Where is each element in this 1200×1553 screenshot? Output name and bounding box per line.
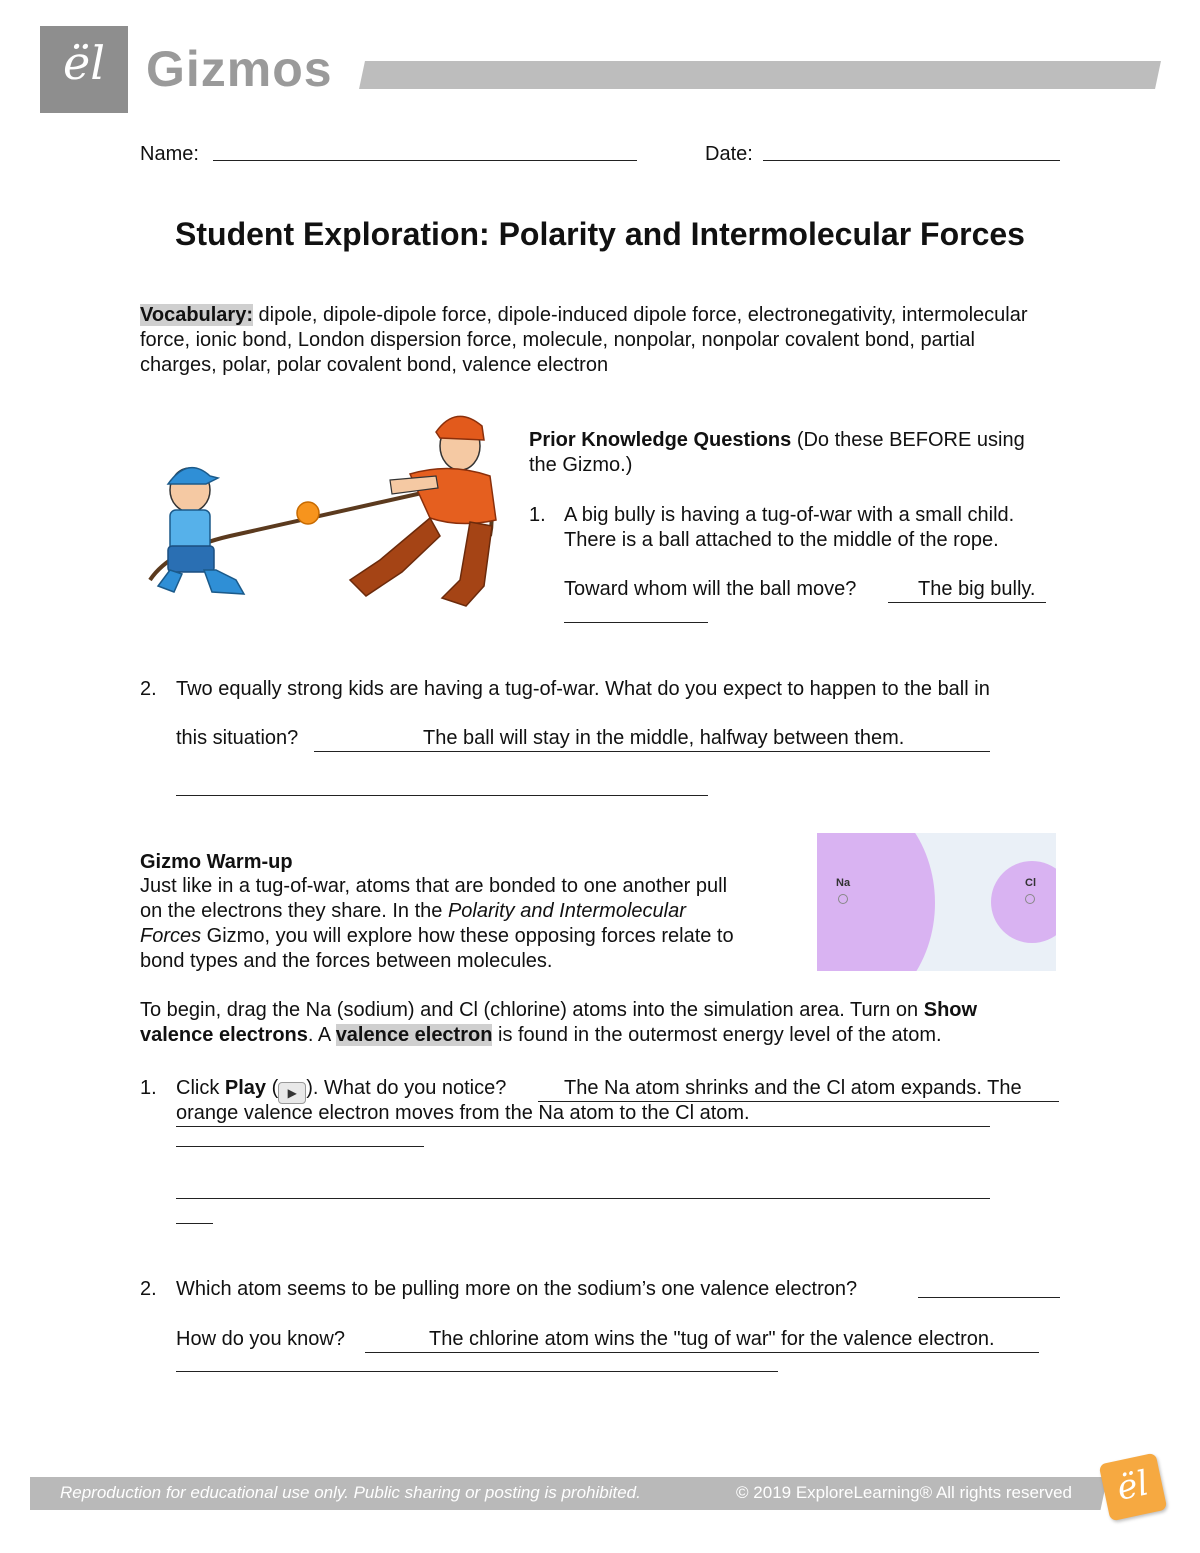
warmup-q1-answer-line2[interactable]: orange valence electron moves from the Na atom to the Cl atom.: [176, 1101, 990, 1127]
warmup-q1-text: Click Play ( ▶ ). What do you notice?: [176, 1076, 506, 1104]
chlorine-atom: [991, 861, 1056, 943]
na-label: Na: [836, 877, 851, 889]
play-icon: ▶: [278, 1082, 306, 1104]
answer-blank[interactable]: [176, 1371, 778, 1372]
answer-blank[interactable]: [176, 1198, 990, 1199]
page-title: Student Exploration: Polarity and Intermolecular Forces: [175, 216, 1025, 252]
answer-blank[interactable]: [564, 622, 708, 623]
gizmo-simulation-preview: [817, 833, 1056, 971]
warmup-instructions: To begin, drag the Na (sodium) and Cl (chlorine) atoms into the simulation area. Turn on Show valence electrons. A valence electron is found in the outermost energy level of the atom.: [140, 999, 978, 1046]
brand-name: Gizmos: [146, 41, 333, 97]
warmup-heading: Gizmo Warm-up: [140, 851, 293, 873]
prior-q1-answer[interactable]: The big bully.: [888, 577, 1046, 603]
prior-q1-text: A big bully is having a tug-of-war with a small child. There is a ball attached to the middle of the rope.: [564, 504, 1015, 551]
vocabulary-paragraph: [140, 303, 1040, 378]
header-bar: [359, 61, 1161, 89]
ball-on-rope: [297, 502, 319, 524]
warmup-q1-answer-line1[interactable]: The Na atom shrinks and the Cl atom expands. The: [538, 1076, 1059, 1102]
tug-of-war-illustration: [140, 410, 500, 610]
answer-blank[interactable]: [176, 1146, 424, 1147]
question-number: 1.: [529, 504, 546, 526]
warmup-intro: Just like in a tug-of-war, atoms that are bonded to one another pull on the electrons they share. In the Polarity and Intermolecular Forces Gizmo, you will explore how these opposing forces relate to bond types and the forces between molecules.: [140, 875, 734, 972]
footer-copyright: © 2019 ExploreLearning® All rights reserved: [736, 1483, 1072, 1502]
cl-label: Cl: [1025, 877, 1036, 889]
warmup-q2-text: Which atom seems to be pulling more on the sodium’s one valence electron?: [176, 1278, 858, 1300]
warmup-q2-prompt: How do you know?: [176, 1328, 345, 1350]
answer-blank[interactable]: [918, 1297, 1060, 1298]
explorelearning-logo: ël: [40, 26, 128, 113]
question-number: 2.: [140, 678, 157, 700]
warmup-q2-answer[interactable]: The chlorine atom wins the "tug of war" for the valence electron.: [365, 1327, 1039, 1353]
date-field[interactable]: [763, 160, 1060, 161]
explorelearning-badge-icon: ël: [1099, 1453, 1168, 1522]
sodium-atom: [817, 833, 935, 971]
prior-q1-prompt: Toward whom will the ball move?: [564, 578, 857, 600]
vocabulary-terms: dipole, dipole-dipole force, dipole-induced dipole force, electronegativity, intermolecular force, ionic bond, London dispersion force, molecule, nonpolar, nonpolar covalent bond, partial charges, polar, polar covalent bond, valence electron: [140, 304, 1028, 376]
prior-knowledge-heading: Prior Knowledge Questions (Do these BEFORE using the Gizmo.): [529, 429, 1025, 476]
answer-blank[interactable]: [176, 1223, 213, 1224]
footer-notice: Reproduction for educational use only. Public sharing or posting is prohibited.: [60, 1483, 641, 1502]
question-number: 2.: [140, 1278, 157, 1300]
na-nucleus: [838, 894, 848, 904]
prior-q2-text: Two equally strong kids are having a tug-of-war. What do you expect to happen to the ball in: [176, 678, 990, 700]
prior-q2-prompt: this situation?: [176, 727, 299, 749]
small-child-figure: [158, 468, 244, 594]
date-label: Date:: [705, 143, 753, 165]
cl-nucleus: [1025, 894, 1035, 904]
answer-blank[interactable]: [176, 795, 708, 796]
vocabulary-label: Vocabulary:: [140, 304, 253, 326]
prior-q2-answer[interactable]: The ball will stay in the middle, halfway between them.: [314, 726, 990, 752]
big-bully-figure: [350, 416, 496, 606]
name-label: Name:: [140, 143, 199, 165]
question-number: 1.: [140, 1077, 157, 1099]
footer-bar: [30, 1477, 1100, 1510]
name-field[interactable]: [213, 160, 637, 161]
